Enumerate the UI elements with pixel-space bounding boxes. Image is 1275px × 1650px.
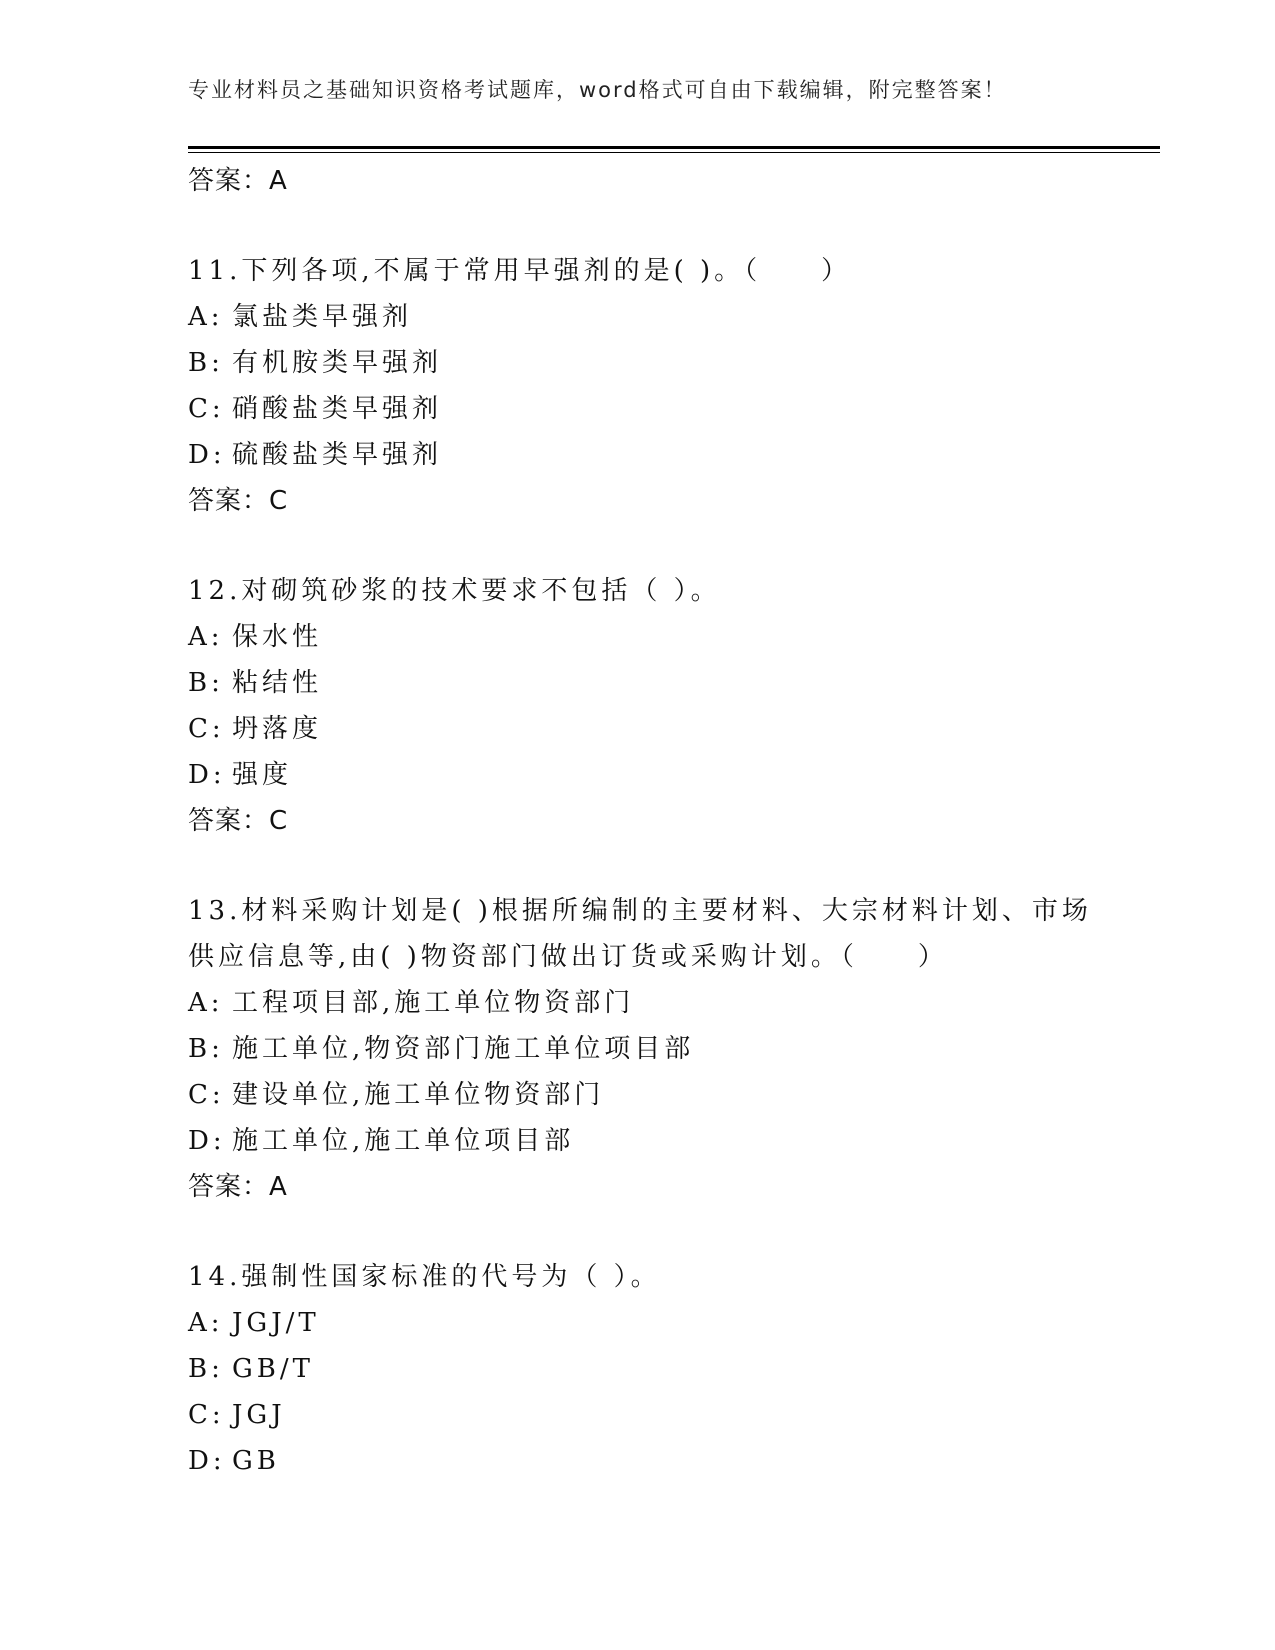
- option-d: [188, 432, 1088, 478]
- option-letter: A:: [188, 988, 224, 1018]
- option-letter: C:: [188, 714, 225, 744]
- option-letter: D:: [188, 1446, 226, 1476]
- option-letter: C:: [188, 394, 225, 424]
- answer-line: 答案：A: [188, 1172, 288, 1202]
- option-letter: D:: [188, 760, 226, 790]
- header-rule-thin: [188, 152, 1160, 153]
- option-text: 粘结性: [232, 668, 323, 698]
- option-text: 施工单位,施工单位项目部: [232, 1126, 575, 1156]
- spacer: [188, 204, 1088, 248]
- option-a: [188, 294, 1088, 340]
- option-text: 工程项目部,施工单位物资部门: [232, 988, 635, 1018]
- spacer: [188, 524, 1088, 568]
- option-letter: B:: [188, 348, 224, 378]
- option-b: [188, 1026, 1088, 1072]
- option-c: [188, 1072, 1088, 1118]
- option-c: [188, 1392, 1088, 1438]
- question-13: [188, 888, 1092, 1210]
- option-letter: B:: [188, 1034, 224, 1064]
- option-a: [188, 1300, 1088, 1346]
- question-stem: 13.材料采购计划是( )根据所编制的主要材料、大宗材料计划、市场: [188, 896, 1092, 926]
- option-text: 施工单位,物资部门施工单位项目部: [232, 1034, 695, 1064]
- option-text: JGJ/T: [232, 1308, 320, 1338]
- option-d: [188, 1118, 1088, 1164]
- option-text: 建设单位,施工单位物资部门: [232, 1080, 605, 1110]
- question-stem: 11.下列各项,不属于常用早强剂的是( )。（ ）: [188, 256, 852, 286]
- option-letter: A:: [188, 302, 224, 332]
- question-14: [188, 1254, 1088, 1484]
- option-letter: B:: [188, 1354, 224, 1384]
- spacer: [188, 1210, 1088, 1254]
- option-a: [188, 980, 1088, 1026]
- option-letter: C:: [188, 1080, 225, 1110]
- option-text: 强度: [232, 760, 293, 790]
- option-letter: D:: [188, 1126, 226, 1156]
- option-letter: B:: [188, 668, 224, 698]
- option-text: GB: [232, 1446, 280, 1476]
- answer-line: 答案：C: [188, 806, 289, 836]
- option-letter: C:: [188, 1400, 225, 1430]
- option-c: [188, 706, 1088, 752]
- option-text: 氯盐类早强剂: [232, 302, 413, 332]
- option-c: [188, 386, 1088, 432]
- option-text: 有机胺类早强剂: [232, 348, 443, 378]
- question-list: [188, 158, 1092, 1484]
- option-text: JGJ: [232, 1400, 286, 1430]
- option-text: 坍落度: [232, 714, 323, 744]
- option-b: [188, 1346, 1088, 1392]
- question-11: [188, 248, 1088, 524]
- option-text: 硫酸盐类早强剂: [232, 440, 443, 470]
- spacer: [188, 844, 1088, 888]
- page-header: 专业材料员之基础知识资格考试题库，word格式可自由下载编辑，附完整答案！: [188, 78, 1007, 102]
- option-d: [188, 1438, 1088, 1484]
- answer-line: 答案：C: [188, 486, 289, 516]
- question-stem: 14.强制性国家标准的代号为（ ）。: [188, 1262, 661, 1292]
- header-rule-thick: [188, 146, 1160, 149]
- option-text: GB/T: [232, 1354, 314, 1384]
- option-a: [188, 614, 1088, 660]
- option-letter: D:: [188, 440, 226, 470]
- option-b: [188, 340, 1088, 386]
- option-b: [188, 660, 1088, 706]
- question-12: [188, 568, 1088, 844]
- option-text: 保水性: [232, 622, 323, 652]
- option-letter: A:: [188, 1308, 224, 1338]
- option-text: 硝酸盐类早强剂: [232, 394, 443, 424]
- option-d: [188, 752, 1088, 798]
- question-stem-continued: 供应信息等,由( )物资部门做出订货或采购计划。（ ）: [188, 942, 948, 972]
- answer-line: 答案：A: [188, 166, 288, 196]
- option-letter: A:: [188, 622, 224, 652]
- question-stem: 12.对砌筑砂浆的技术要求不包括（ ）。: [188, 576, 721, 606]
